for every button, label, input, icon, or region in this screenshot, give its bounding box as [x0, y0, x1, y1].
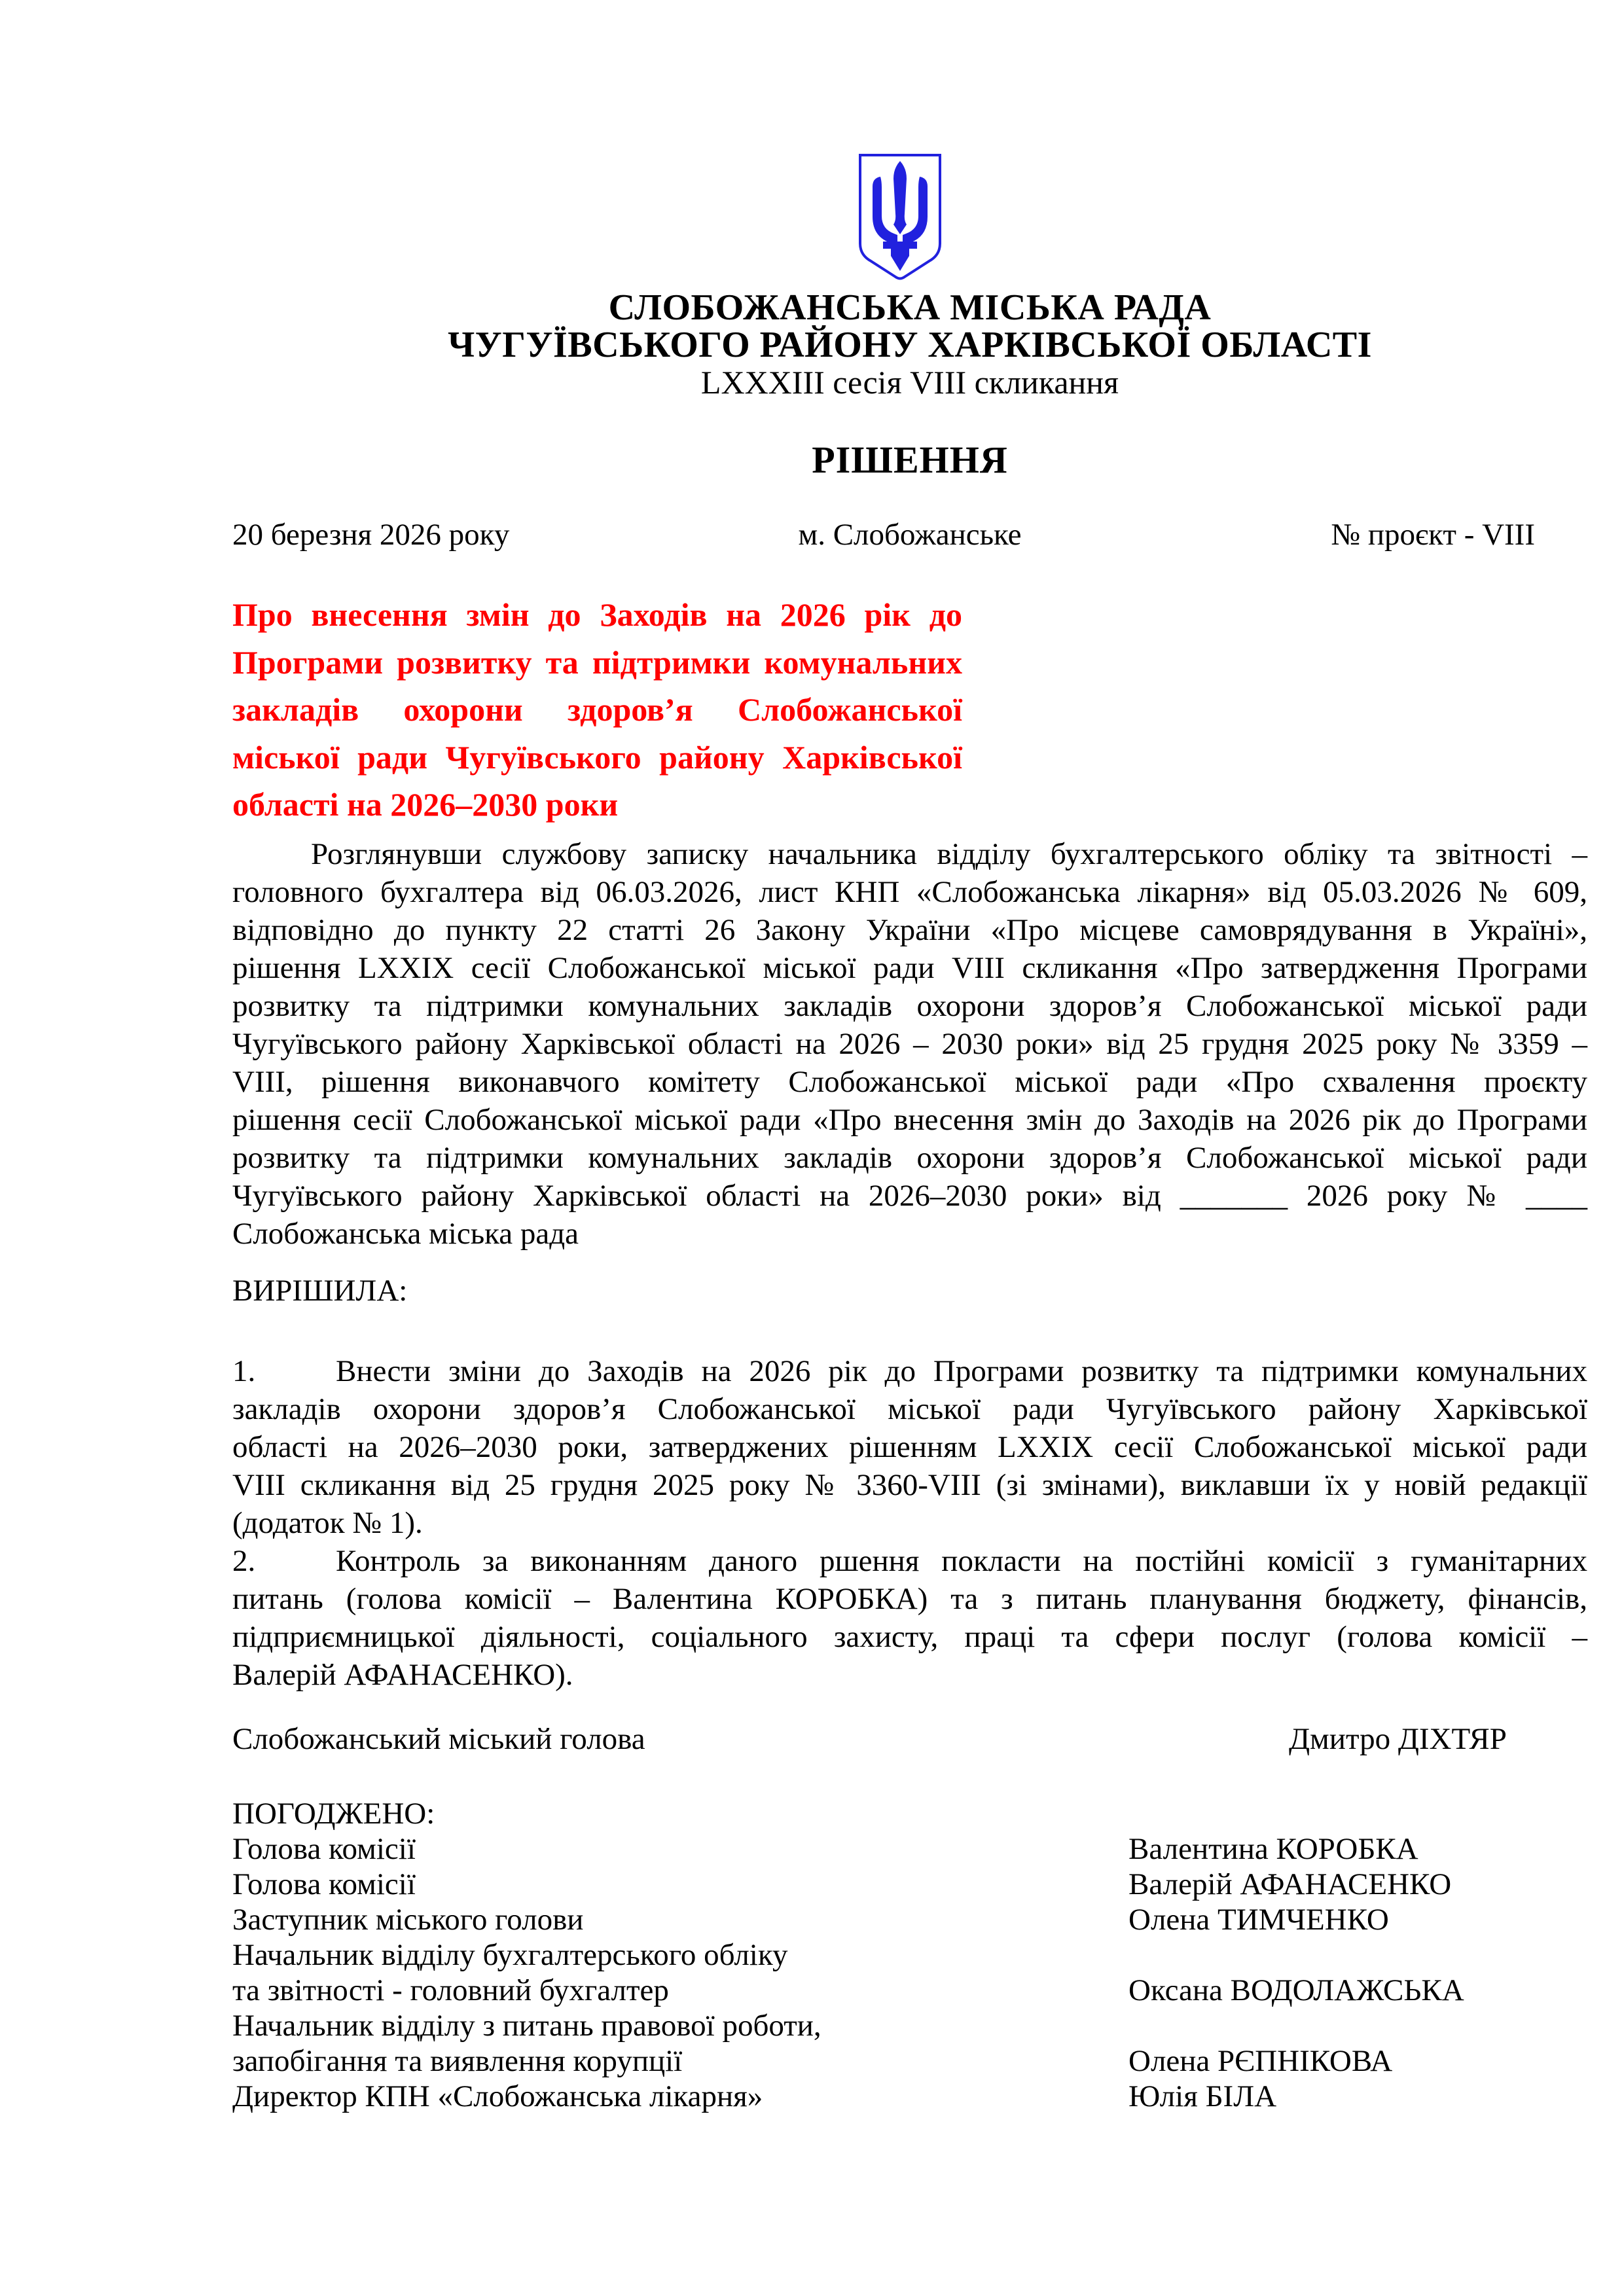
resolution-item-1 — [232, 1352, 1587, 1542]
agreed-position: Голова комісії — [232, 1867, 416, 1901]
decision-subject — [232, 591, 962, 829]
item-text: (додаток № 1). — [232, 1506, 423, 1540]
preamble-line: головного бухгалтера від 06.03.2026, лист КНП «Слобожанська лікарня» від 05.03.2026 № 609, — [232, 875, 1587, 909]
preamble-line: рішення сесії Слобожанської міської ради «Про внесення змін до Заходів на 2026 рік до Програми — [232, 1103, 1587, 1137]
item-text: Валерій АФАНАСЕНКО). — [232, 1658, 573, 1692]
preamble-line: Розглянувши службову записку начальника відділу бухгалтерського обліку та звітності – — [311, 837, 1587, 871]
dateline — [232, 517, 1587, 556]
session-line: LXXXIII сесія VIII скликання — [700, 364, 1119, 401]
agreed-name: Валентина КОРОБКА — [1128, 1832, 1418, 1866]
agreed-row — [232, 1973, 1587, 2008]
org-name-line2: ЧУГУЇВСЬКОГО РАЙОНУ ХАРКІВСЬКОЇ ОБЛАСТІ — [448, 325, 1372, 365]
preamble-closing: Слобожанська міська рада — [232, 1217, 579, 1251]
item-text: VIII скликання від 25 грудня 2025 року № 3360-VIII (зі змінами), виклавши їх у новій редакції — [232, 1468, 1587, 1502]
agreed-row — [232, 1937, 1587, 1973]
item-text: підприємницької діяльності, соціального захисту, праці та сфери послуг (голова комісії – — [232, 1620, 1587, 1654]
mayor-title: Слобожанський міський голова — [232, 1722, 645, 1756]
subject-line: області на 2026–2030 роки — [232, 786, 619, 823]
agreed-position: та звітності - головний бухгалтер — [232, 1973, 669, 2007]
agreed-row — [232, 2008, 1587, 2043]
agreed-name: Юлія БІЛА — [1128, 2079, 1277, 2113]
subject-line: закладів охорони здоров’я Слобожанської — [232, 691, 962, 728]
agreed-name: Оксана ВОДОЛАЖСЬКА — [1128, 1973, 1464, 2007]
agreed-position: Голова комісії — [232, 1832, 416, 1866]
preamble — [232, 835, 1587, 1253]
agreed-label: ПОГОДЖЕНО: — [232, 1797, 435, 1831]
decision-date: 20 березня 2026 року — [232, 518, 510, 552]
org-name-line1: СЛОБОЖАНСЬКА МІСЬКА РАДА — [608, 287, 1212, 328]
agreed-position: Заступник міського голови — [232, 1903, 584, 1937]
agreed-name: Валерій АФАНАСЕНКО — [1128, 1867, 1452, 1901]
resolved-label: ВИРІШИЛА: — [232, 1274, 408, 1308]
item-text: області на 2026–2030 роки, затверджених рішенням LXXIX сесії Слобожанської міської ради — [232, 1430, 1587, 1464]
doc-type-title: РІШЕННЯ — [812, 439, 1008, 481]
agreed-position: Директор КПН «Слобожанська лікарня» — [232, 2079, 763, 2113]
decision-place: м. Слобожанське — [798, 518, 1022, 552]
item-number: 1. — [232, 1354, 256, 1388]
mayor-signature-row — [232, 1721, 1587, 1757]
agreed-row — [232, 2043, 1587, 2079]
item-number: 2. — [232, 1544, 256, 1578]
preamble-line: Чугуївського району Харківської області на 2026–2030 роки» від _______ 2026 року № ____ — [232, 1179, 1587, 1213]
agreed-position: Начальник відділу з питань правової роботи, — [232, 2009, 821, 2043]
agreed-name: Олена РЄПНІКОВА — [1128, 2044, 1393, 2078]
subject-line: Про внесення змін до Заходів на 2026 рік до — [232, 596, 962, 633]
agreed-row — [232, 2079, 1587, 2114]
agreed-position: Начальник відділу бухгалтерського обліку — [232, 1938, 788, 1972]
item-text: Внести зміни до Заходів на 2026 рік до Програми розвитку та підтримки комунальних — [336, 1354, 1587, 1388]
preamble-line: розвитку та підтримки комунальних закладів охорони здоров’я Слобожанської міської ради — [232, 1141, 1587, 1175]
preamble-line: VIII, рішення виконавчого комітету Слобожанської міської ради «Про схвалення проєкту — [232, 1065, 1587, 1099]
mayor-name: Дмитро ДІХТЯР — [1289, 1722, 1507, 1756]
item-text: закладів охорони здоров’я Слобожанської міської ради Чугуївського району Харківської — [232, 1392, 1587, 1426]
agreed-name: Олена ТИМЧЕНКО — [1128, 1903, 1389, 1937]
preamble-line: відповідно до пункту 22 статті 26 Закону України «Про місцеве самоврядування в Україні», — [232, 913, 1587, 947]
resolution-item-2 — [232, 1542, 1587, 1694]
agreed-position: запобігання та виявлення корупції — [232, 2044, 683, 2078]
item-text: Контроль за виконанням даного ршення покласти на постійні комісії з гуманітарних — [336, 1544, 1587, 1578]
preamble-line: рішення LXXIX сесії Слобожанської міської ради VIII скликання «Про затвердження Програми — [232, 951, 1587, 985]
decision-number: № проєкт - VIII — [1331, 518, 1535, 552]
preamble-line: Чугуївського району Харківської області на 2026 – 2030 роки» від 25 грудня 2025 року № 3359 – — [232, 1027, 1587, 1061]
agreed-row — [232, 1867, 1587, 1902]
agreed-row — [232, 1902, 1587, 1937]
subject-line: Програми розвитку та підтримки комунальних — [232, 643, 962, 681]
agreed-row — [232, 1831, 1587, 1867]
item-text: питань (голова комісії – Валентина КОРОБКА) та з питань планування бюджету, фінансів, — [232, 1582, 1587, 1616]
subject-line: міської ради Чугуївського району Харківської — [232, 738, 962, 776]
preamble-line: розвитку та підтримки комунальних закладів охорони здоров’я Слобожанської міської ради — [232, 989, 1587, 1023]
ukraine-trident-icon — [856, 152, 944, 283]
